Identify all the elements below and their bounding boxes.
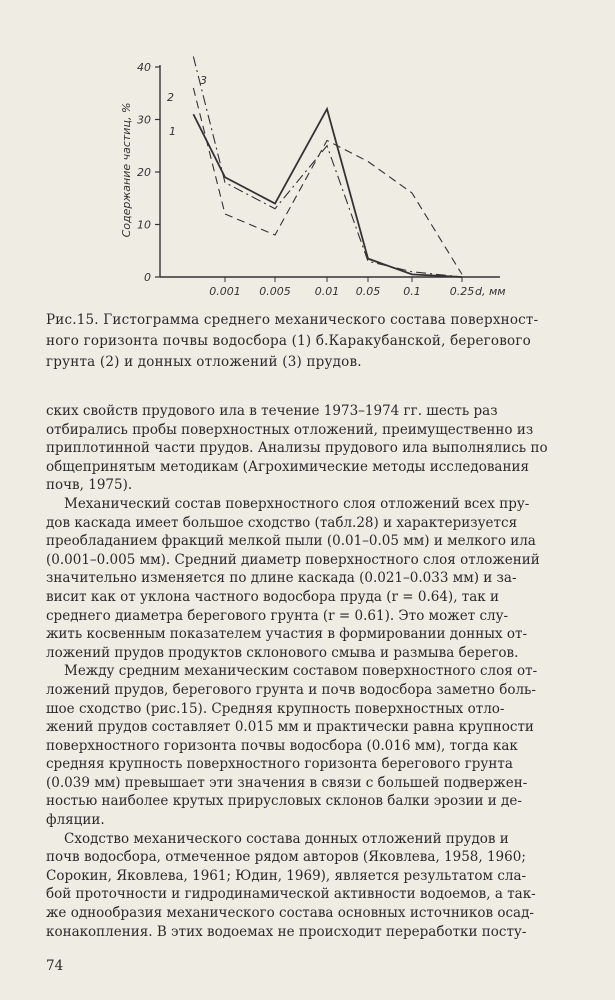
x-tick-label: 0.005 [259,285,291,298]
caption-line: грунта (2) и донных отложений (3) прудов. [46,354,362,370]
text-line: среднего диаметра берегового грунта (r = 0.61). Это может слу- [46,607,509,624]
text-line: Сходство механического состава донных отложений прудов и [64,830,509,847]
series-label-1: 1 [169,125,176,138]
text-line: ложений прудов, берегового грунта и почв водосбора заметно боль- [46,681,536,698]
text-line: ложений прудов продуктов склонового смыва и размыва берегов. [46,644,519,661]
text-line: приплотинной части прудов. Анализы прудового ила выполнялись по [46,440,548,457]
text-line: ских свойств прудового ила в течение 1973–1974 гг. шесть раз [46,403,498,419]
text-line: отбирались пробы поверхностных отложений, преимущественно из [46,421,534,438]
text-line: жений прудов составляет 0.015 мм и практически равна крупности [46,719,534,736]
series-line-3 [193,57,462,278]
series-label-3: 3 [200,74,207,87]
x-tick-label: 0.25 [449,285,475,298]
caption-line: Рис.15. Гистограмма среднего механического состава поверхност- [46,312,539,328]
y-tick-label: 0 [144,271,151,284]
figure-caption [46,310,586,373]
series-label-2: 2 [167,91,174,104]
text-line: Между средним механическим составом поверхностного слоя от- [64,663,538,680]
text-line: (0.039 мм) превышает эти значения в связи с большей подвержен- [46,774,528,791]
series-group [193,57,462,278]
text-line: (0.001–0.005 мм). Средний диаметр поверхностного слоя отложений [46,551,540,568]
text-line: Механический состав поверхностного слоя отложений всех пру- [64,495,530,512]
particle-size-chart [100,55,520,305]
series-line-1 [193,109,462,277]
text-line: средняя крупность поверхностного горизонта берегового грунта [46,756,513,773]
x-axis-label: d, мм [475,285,506,298]
text-line: преобладанием фракций мелкой пыли (0.01–0.05 мм) и мелкого ила [46,533,536,550]
y-axis-label: Содержание частиц, % [120,102,133,238]
text-line: Сорокин, Яковлева, 1961; Юдин, 1969), является результатом сла- [46,867,527,884]
body-text [46,402,586,941]
y-tick-label: 10 [137,218,151,232]
text-line: почв, 1975). [46,477,133,494]
text-line: висит как от уклона частного водосбора пруда (r = 0.64), так и [46,588,500,605]
x-tick-label: 0.01 [314,285,340,298]
text-line: шое сходство (рис.15). Средняя крупность поверхностных отло- [46,700,505,717]
page-number: 74 [46,958,64,974]
y-tick-label: 40 [137,61,151,74]
text-line: жить косвенным показателем участия в формировании донных от- [46,626,528,643]
text-line: конакопления. В этих водоемах не происходит переработки посту- [46,923,527,940]
x-tick-label: 0.001 [209,285,241,298]
text-line: ностью наиболее крутых прирусловых склонов балки эрозии и де- [46,793,522,810]
text-line: же однообразия механического состава основных источников осад- [46,905,534,922]
text-line: дов каскада имеет большое сходство (табл.28) и характеризуется [46,514,518,531]
x-tick-label: 0.1 [403,285,421,298]
text-line: значительно изменяется по длине каскада (0.021–0.033 мм) и за- [46,570,517,587]
text-line: почв водосбора, отмеченное рядом авторов (Яковлева, 1958, 1960; [46,849,526,866]
y-ticks [137,61,160,284]
y-tick-label: 20 [137,166,151,179]
caption-line: ного горизонта почвы водосбора (1) б.Каракубанской, берегового [46,333,531,349]
y-tick-label: 30 [137,113,151,127]
x-tick-label: 0.05 [355,285,381,298]
text-line: поверхностного горизонта почвы водосбора (0.016 мм), тогда как [46,737,518,754]
x-ticks [209,277,474,298]
text-line: фляции. [46,812,105,829]
text-line: бой проточности и гидродинамической активности водоемов, а так- [46,886,536,903]
text-line: общепринятым методикам (Агрохимические методы исследования [46,458,529,475]
